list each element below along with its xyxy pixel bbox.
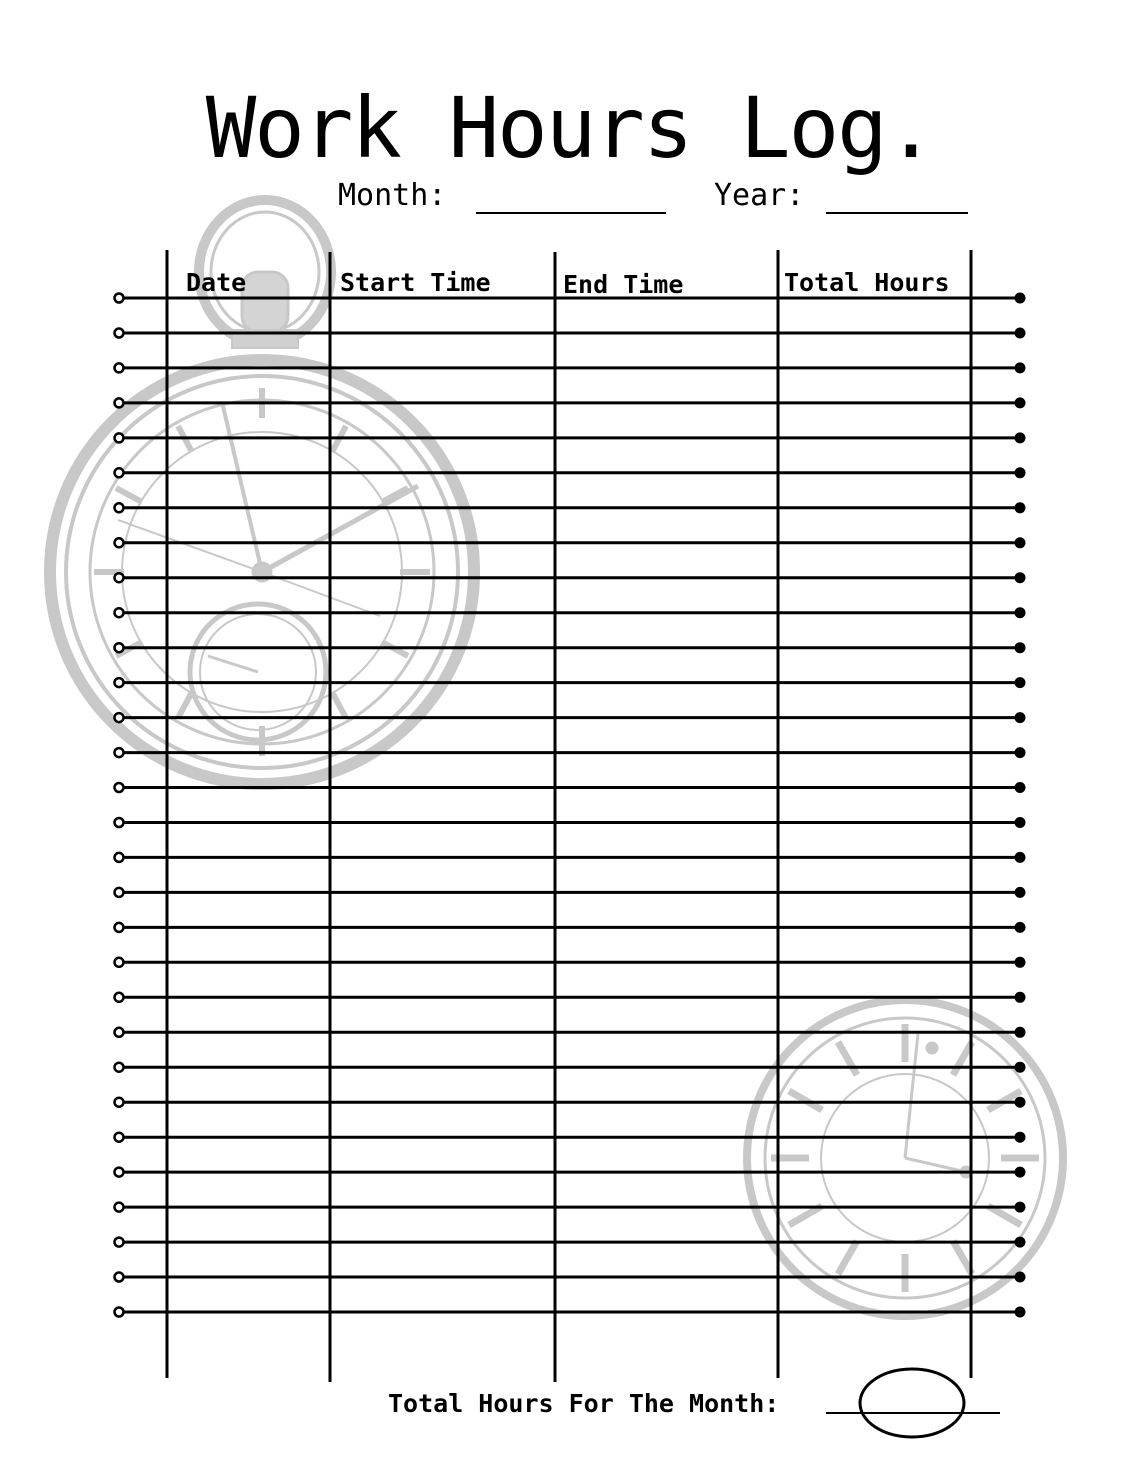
month-label: Month: [338, 178, 447, 213]
monthly-total-circle [860, 1369, 964, 1437]
page-title: Work Hours Log. [205, 79, 935, 177]
monthly-total-label: Total Hours For The Month: [388, 1389, 780, 1418]
column-header-total-hours: Total Hours [784, 268, 950, 297]
column-header-end-time: End Time [563, 270, 684, 299]
column-header-start-time: Start Time [340, 268, 491, 297]
column-header-date: Date [186, 268, 247, 297]
year-label: Year: [714, 178, 805, 213]
